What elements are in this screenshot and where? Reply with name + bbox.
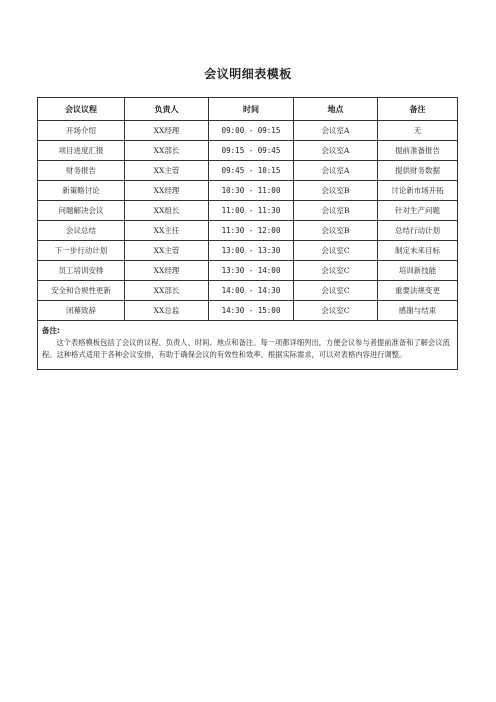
- notes-cell: [38, 321, 458, 370]
- cell-location: 会议室A: [294, 141, 378, 161]
- cell-remarks: 感谢与结束: [378, 301, 458, 321]
- table-row: [38, 121, 458, 141]
- cell-location: 会议室B: [294, 201, 378, 221]
- table-row: [38, 201, 458, 221]
- notes-row: [38, 321, 458, 370]
- cell-time: 09:15 - 09:45: [209, 141, 294, 161]
- cell-agenda: 问题解决会议: [38, 201, 125, 221]
- cell-time: 11:30 - 12:00: [209, 221, 294, 241]
- cell-agenda: 员工培训安排: [38, 261, 125, 281]
- cell-owner: XX主管: [125, 161, 209, 181]
- cell-owner: XX主任: [125, 221, 209, 241]
- table-header-row: [38, 98, 458, 121]
- cell-owner: XX总监: [125, 301, 209, 321]
- cell-owner: XX主管: [125, 241, 209, 261]
- document-title: 会议明细表模板: [204, 67, 292, 81]
- cell-time: 11:00 - 11:30: [209, 201, 294, 221]
- cell-remarks: 提前准备报告: [378, 141, 458, 161]
- cell-location: 会议室C: [294, 261, 378, 281]
- cell-remarks: 制定未来目标: [378, 241, 458, 261]
- cell-owner: XX组长: [125, 201, 209, 221]
- cell-owner: XX部长: [125, 141, 209, 161]
- cell-location: 会议室A: [294, 161, 378, 181]
- cell-remarks: 无: [378, 121, 458, 141]
- header-remarks: 备注: [378, 98, 458, 121]
- header-location: 地点: [294, 98, 378, 121]
- cell-owner: XX部长: [125, 281, 209, 301]
- cell-location: 会议室A: [294, 121, 378, 141]
- cell-location: 会议室C: [294, 241, 378, 261]
- table-row: [38, 301, 458, 321]
- notes-text: 这个表格模板包括了会议的议程、负责人、时间、地点和备注。每一项都详细列出，方便会议参与者提前准备和了解会议流程。这种格式适用于各种会议安排，有助于确保会议的有效性和效率。根据实际需求，可以对表格内容进行调整。: [42, 338, 450, 359]
- cell-remarks: 针对生产问题: [378, 201, 458, 221]
- cell-agenda: 下一步行动计划: [38, 241, 125, 261]
- cell-remarks: 总结行动计划: [378, 221, 458, 241]
- cell-agenda: 闭幕致辞: [38, 301, 125, 321]
- cell-location: 会议室B: [294, 221, 378, 241]
- cell-agenda: 会议总结: [38, 221, 125, 241]
- cell-location: 会议室C: [294, 281, 378, 301]
- cell-remarks: 讨论新市场开拓: [378, 181, 458, 201]
- cell-remarks: 提供财务数据: [378, 161, 458, 181]
- table-row: [38, 141, 458, 161]
- table-row: [38, 241, 458, 261]
- header-time: 时间: [209, 98, 294, 121]
- table-row: [38, 221, 458, 241]
- cell-location: 会议室C: [294, 301, 378, 321]
- header-owner: 负责人: [125, 98, 209, 121]
- cell-time: 14:30 - 15:00: [209, 301, 294, 321]
- table-row: [38, 281, 458, 301]
- cell-time: 09:45 - 10:15: [209, 161, 294, 181]
- cell-time: 13:30 - 14:00: [209, 261, 294, 281]
- cell-agenda: 安全和合规性更新: [38, 281, 125, 301]
- cell-remarks: 培训新技能: [378, 261, 458, 281]
- header-agenda: 会议议程: [38, 98, 125, 121]
- cell-time: 10:30 - 11:00: [209, 181, 294, 201]
- table-row: [38, 161, 458, 181]
- cell-agenda: 财务报告: [38, 161, 125, 181]
- cell-agenda: 新策略讨论: [38, 181, 125, 201]
- cell-time: 13:00 - 13:30: [209, 241, 294, 261]
- cell-owner: XX经理: [125, 261, 209, 281]
- cell-agenda: 项目进度汇报: [38, 141, 125, 161]
- cell-location: 会议室B: [294, 181, 378, 201]
- table-row: [38, 181, 458, 201]
- table-row: [38, 261, 458, 281]
- cell-owner: XX经理: [125, 181, 209, 201]
- cell-time: 14:00 - 14:30: [209, 281, 294, 301]
- cell-time: 09:00 - 09:15: [209, 121, 294, 141]
- notes-label: 备注:: [42, 326, 60, 335]
- meeting-schedule-table: [37, 97, 458, 370]
- cell-remarks: 重要法规变更: [378, 281, 458, 301]
- cell-owner: XX经理: [125, 121, 209, 141]
- cell-agenda: 开场介绍: [38, 121, 125, 141]
